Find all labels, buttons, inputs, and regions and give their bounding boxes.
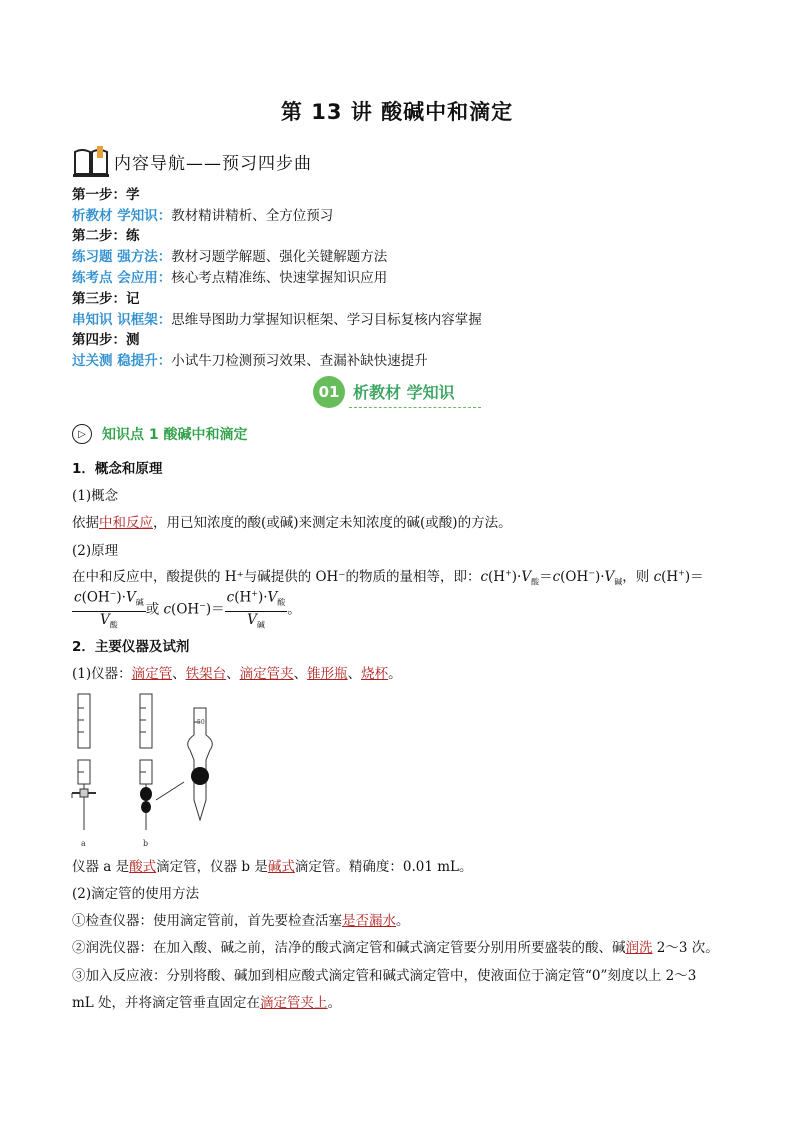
principle-text: 在中和反应中，酸提供的 H⁺与碱提供的 OH⁻的物质的量相等，即：$c(H^+)\cdot V_酸=c(OH^-)\cdot V_碱$，则 c(H+)＝ (72, 568, 704, 587)
step-item: 串知识 识框架：思维导图助力掌握知识框架、学习目标复核内容掌握 (72, 312, 482, 328)
step-item: 过关测 稳提升：小试牛刀检测预习效果、查漏补缺快速提升 (72, 353, 428, 369)
nav-title: 内容导航——预习四步曲 (114, 153, 312, 174)
arrow-circle-icon: ▷ (72, 424, 92, 444)
usage-step-3-cont: mL 处，并将滴定管垂直固定在滴定管夹上。 (72, 995, 342, 1011)
nav-header (72, 144, 312, 178)
step-4: 第四步：测 (72, 332, 140, 348)
label-a: a (81, 839, 86, 848)
usage-step-1: ①检查仪器：使用滴定管前，首先要检查活塞是否漏水。 (72, 913, 410, 929)
label-b: b (143, 839, 149, 848)
step-1: 第一步：学 (72, 187, 140, 203)
step-item: 练考点 会应用：核心考点精准练、快速掌握知识应用 (72, 270, 388, 286)
page-title: 第 13 讲 酸碱中和滴定 (280, 100, 514, 124)
step-item: 练习题 强方法：教材习题学解题、强化关键解题方法 (72, 249, 388, 265)
usage-step-3: ③加入反应液：分别将酸、碱加到相应酸式滴定管和碱式滴定管中，使液面位于滴定管“0”刻度以上 2～3 (72, 968, 697, 984)
section-number: 01 (313, 376, 345, 408)
section-badge (313, 376, 483, 410)
knowledge-point-title: 知识点 1 酸碱中和滴定 (102, 427, 248, 443)
scale-50: 50 (197, 719, 205, 726)
heading-1: 1．概念和原理 (72, 461, 163, 477)
usage-label: (2)滴定管的使用方法 (72, 886, 200, 902)
figure-caption: 仪器 a 是酸式滴定管，仪器 b 是碱式滴定管。精确度：0.01 mL。 (72, 859, 473, 875)
book-icon (72, 144, 112, 178)
burette-figure (66, 690, 256, 850)
concept-label: (1)概念 (72, 488, 119, 504)
principle-formula: $\frac{c(OH^-)\cdot V_碱}{V_酸}$ 或 c(OH−)＝ $\frac{c(H^+)\cdot V_酸}{V_碱}$ 。 (72, 586, 301, 634)
step-item: 析教材 学知识：教材精讲精析、全方位预习 (72, 208, 334, 224)
usage-step-2: ②润洗仪器：在加入酸、碱之前，洁净的酸式滴定管和碱式滴定管要分别用所要盛装的酸、碱润洗 2～3 次。 (72, 940, 719, 956)
heading-2: 2．主要仪器及试剂 (72, 639, 190, 655)
principle-label: (2)原理 (72, 543, 119, 559)
instruments-line: (1)仪器：滴定管、铁架台、滴定管夹、锥形瓶、烧杯。 (72, 666, 402, 682)
concept-text: 依据中和反应，用已知浓度的酸(或碱)来测定未知浓度的碱(或酸)的方法。 (72, 515, 512, 531)
acid-burette (72, 694, 96, 830)
section-label: 析教材 学知识 (353, 383, 455, 402)
knowledge-point-header (72, 424, 248, 444)
step-2: 第二步：练 (72, 228, 140, 244)
step-3: 第三步：记 (72, 291, 140, 307)
pointer-line (156, 782, 184, 800)
section-underline (349, 407, 481, 408)
